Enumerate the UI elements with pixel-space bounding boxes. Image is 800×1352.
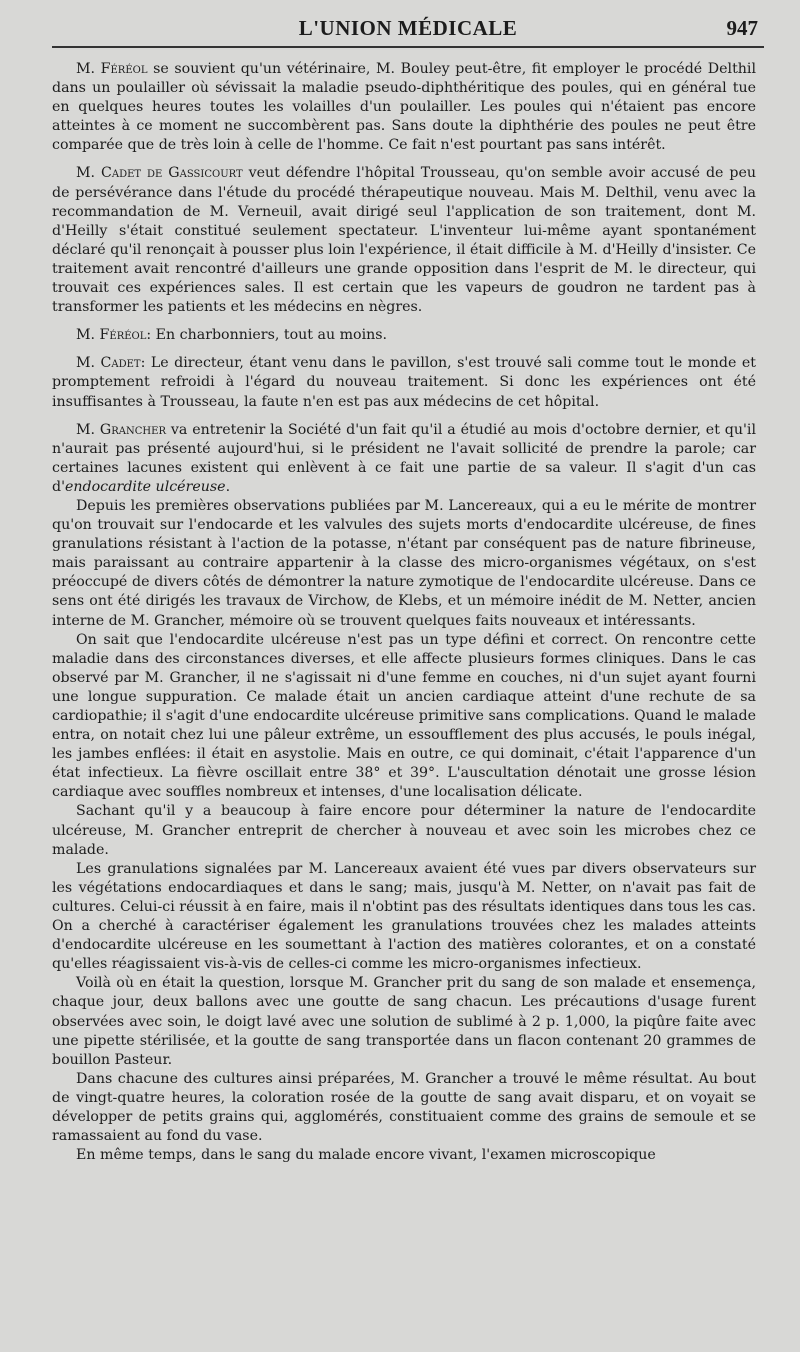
emphasis-term: endocardite ulcéreuse: [64, 478, 226, 495]
running-title: L'UNION MÉDICALE: [298, 16, 518, 40]
paragraph-2: [52, 164, 756, 317]
speaker-name: M. Grancher: [76, 421, 166, 438]
paragraph-text: se souvient qu'un vétérinaire, M. Bouley peut-être, fit employer le procédé Delthil dans un poulailler où sévissait la maladie pseudo-diphthéritique des poules, qui en général tue en quelques heures toutes les volailles d'un poulailler. Les poules qui n'étaient pas encore atteintes à ce moment ne succombèrent pas. Sans doute la diphthérie des poules ne peut être comparée que de très loin à celle de l'homme. Ce fait n'est pourtant pas sans intérêt.: [52, 61, 757, 154]
speaker-name: M. Féréol: [76, 327, 147, 344]
paragraph-text: : En charbonniers, tout au moins.: [146, 327, 388, 344]
paragraph-1: [52, 60, 756, 155]
paragraph-text: On sait que l'endocardite ulcéreuse n'est pas un type défini et correct. On rencontre cette maladie dans des circonstances diverses, et elle affecte plusieurs formes cliniques. Dans le cas observé par M. Grancher, il ne s'agissait ni d'une femme en couches, ni d'un sujet ayant fourni une longue suppuration. Ce malade était un ancien cardiaque atteint d'une rechute de sa cardiopathie; il s'agit d'une endocardite ulcéreuse primitive sans complications. Quand le malade entra, on notait chez lui une pâleur extrême, un essoufflement des plus accusés, le pouls inégal, les jambes enflées: il était en asystolie. Mais en outre, ce qui dominait, c'était l'apparence d'un état infectieux. La fièvre oscillait entre 38° et 39°. L'auscultation dénotait une grosse lésion cardiaque avec souffles nombreux et intenses, d'une localisation délicate.: [52, 631, 756, 801]
paragraph-8: [52, 802, 756, 859]
paragraph-text: va entretenir la Société d'un fait qu'il a étudié au mois d'octobre dernier, et qu'il n'aurait pas présenté aujourd'hui, si le président ne l'avait sollicité de prendre la parole; car certaines lacunes existent qui enlèvent à ce fait une partie de sa valeur. Il s'agit d'un cas d': [52, 421, 756, 495]
speaker-name: M. Féréol: [76, 61, 148, 77]
paragraph-6: [52, 497, 756, 631]
paragraph-text: Voilà où en était la question, lorsque M. Grancher prit du sang de son malade et ensemença, chaque jour, deux ballons avec une goutte de sang chacun. Les précautions d'usage furent observées avec soin, le doigt lavé avec une solution de sublimé à 2 p. 1,000, la piqûre faite avec une pipette stérilisée, et la goutte de sang transportée dans un flacon contenant 20 grammes de bouillon Pasteur.: [52, 975, 756, 1068]
speaker-name: M. Cadet de Gassicourt: [76, 165, 243, 182]
paragraph-3: [52, 326, 756, 345]
paragraph-text: Sachant qu'il y a beaucoup à faire encore pour déterminer la nature de l'endocardite ulcéreuse, M. Grancher entreprit de chercher à nouveau et avec soin les microbes chez ce malade.: [52, 803, 756, 858]
paragraph-5: [52, 421, 756, 497]
paragraph-text: Dans chacune des cultures ainsi préparées, M. Grancher a trouvé le même résultat. Au bout de vingt-quatre heures, la coloration rosée de la goutte de sang avait disparu, et on voyait se développer de petits grains qui, agglomérés, constituaient comme des grains de semoule et se ramassaient au fond du vase.: [52, 1070, 756, 1145]
paragraph-9: [52, 860, 756, 975]
paragraph-text: En même temps, dans le sang du malade encore vivant, l'examen microscopique: [76, 1147, 656, 1164]
paragraph-text: Les granulations signalées par M. Lancereaux avaient été vues par divers observateurs sur les végétations endocardiaques et dans le sang; mais, jusqu'à M. Netter, on n'avait pas fait de cultures. Celui-ci réussit à en faire, mais il n'obtint pas des résultats identiques dans tous les cas. On a cherché à caractériser également les granulations trouvées chez les malades atteints d'endocardite ulcéreuse en les soumettant à l'action des matières colorantes, et on a constaté qu'elles réagissaient vis-à-vis de celles-ci comme les micro-organismes infectieux.: [52, 860, 756, 973]
paragraph-text: Depuis les premières observations publiées par M. Lancereaux, qui a eu le mérite de montrer qu'on trouvait sur l'endocarde et les valvules des sujets morts d'endocardite ulcéreuse, de fines granulations résistant à l'action de la potasse, n'étant par conséquent pas de nature fibrineuse, mais paraissant au contraire appartenir à la classe des micro-organismes végétaux, on s'est préoccupé de divers côtés de démontrer la nature zymotique de l'endocardite ulcéreuse. Dans ce sens ont été dirigés les travaux de Virchow, de Klebs, et un mémoire inédit de M. Netter, ancien interne de M. Grancher, mémoire où se trouvent quelques faits nouveaux et intéressants.: [52, 497, 756, 629]
paragraph-10: [52, 974, 756, 1069]
body-text: [52, 60, 756, 1165]
page-header: [52, 16, 764, 48]
paragraph-4: [52, 354, 756, 411]
paragraph-11: [52, 1070, 756, 1146]
paragraph-text: : Le directeur, étant venu dans le pavillon, s'est trouvé sali comme tout le monde et promptement refroidi à l'égard du nouveau traitement. Si donc les expériences ont été insuffisantes à Trousseau, la faute n'en est pas aux médecins de cet hôpital.: [52, 355, 756, 410]
paragraph-text: veut défendre l'hôpital Trousseau, qu'on semble avoir accusé de peu de persévérance dans l'étude du procédé thérapeutique nouveau. Mais M. Delthil, venu avec la recommandation de M. Verneuil, avait dirigé seul l'application de son traitement, dont M. d'Heilly s'était constitué seulement spectateur. L'inventeur lui-même ayant spontanément déclaré qu'il renonçait à pousser plus loin l'expérience, il était difficile à M. d'Heilly d'insister. Ce traitement avait rencontré d'ailleurs une grande opposition dans l'esprit de M. le directeur, qui trouvait ces expériences sales. Il est certain que les vapeurs de goudron ne tardent pas à transformer les patients et les médecins en nègres.: [52, 165, 756, 316]
paragraph-12: [52, 1146, 756, 1165]
page-number: 947: [726, 16, 758, 40]
speaker-name: M. Cadet: [76, 355, 141, 372]
paragraph-tail: .: [225, 478, 231, 495]
paragraph-7: [52, 631, 756, 803]
